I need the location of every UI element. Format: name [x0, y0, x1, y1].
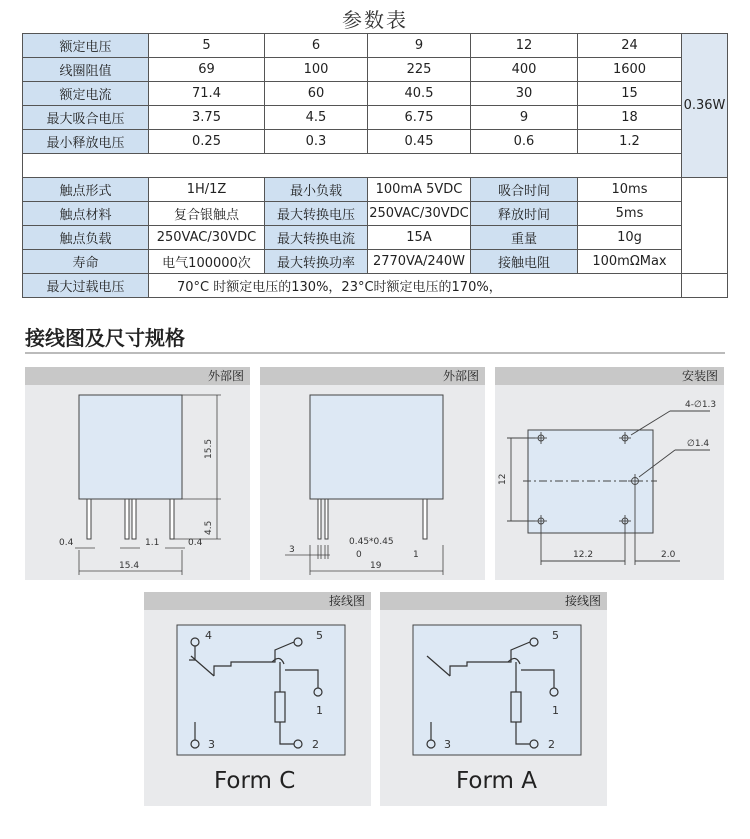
- overload-value: 70°C 时额定电压的130%，23°C时额定电压的170%，: [149, 274, 682, 298]
- dim-height: 15.5: [204, 438, 214, 459]
- dim-one: 1: [413, 550, 419, 560]
- panel-wiring-form-c: [144, 592, 371, 806]
- coil-power: 0.36W: [682, 34, 728, 178]
- cell: 6.75: [368, 106, 471, 130]
- cell: 3.75: [149, 106, 265, 130]
- cell: 100mΩMax: [578, 250, 682, 274]
- pin-label-2: 2: [548, 738, 555, 751]
- cell: 释放时间: [471, 202, 578, 226]
- cell: 12: [471, 34, 578, 58]
- wiring-diagram-form-c: [144, 610, 371, 806]
- dim-width: 19: [370, 561, 382, 571]
- side-view-drawing: [260, 385, 485, 580]
- panel-wiring-form-a: [380, 592, 607, 806]
- cell: 触点形式: [23, 178, 149, 202]
- cell: 18: [578, 106, 682, 130]
- form-a-label: Form A: [456, 768, 537, 794]
- pin-label-3: 3: [444, 738, 451, 751]
- cell: 9: [471, 106, 578, 130]
- pin-label-1: 1: [316, 704, 323, 717]
- form-c-label: Form C: [214, 768, 296, 794]
- cell: 2770VA/240W: [368, 250, 471, 274]
- cell: 1H/1Z: [149, 178, 265, 202]
- dim-pitch: 2.0: [661, 550, 676, 560]
- cell: 重量: [471, 226, 578, 250]
- pin-label-1: 1: [552, 704, 559, 717]
- row-label: 额定电流: [23, 82, 149, 106]
- page-title: 参数表: [342, 8, 408, 32]
- table-row: [23, 274, 728, 298]
- cell: 100: [265, 58, 368, 82]
- table-row: [23, 178, 728, 202]
- parameter-table: [22, 33, 728, 298]
- front-view-drawing: [25, 385, 250, 580]
- cell: 1.2: [578, 130, 682, 154]
- panel-mounting-view: [495, 367, 724, 580]
- cell: 225: [368, 58, 471, 82]
- panel-front-view: [25, 367, 250, 580]
- cell: 最小负载: [265, 178, 368, 202]
- cell: 6: [265, 34, 368, 58]
- dim-offset: 3: [289, 545, 295, 555]
- dim-pin-length: 4.5: [204, 520, 214, 535]
- section-divider: [25, 352, 725, 354]
- cell: 复合银触点: [149, 202, 265, 226]
- dim-pin-width-right: 0.4: [188, 538, 203, 548]
- table-row: [23, 58, 728, 82]
- cell: 15A: [368, 226, 471, 250]
- cell: 71.4: [149, 82, 265, 106]
- dim-pin-width-left: 0.4: [59, 538, 74, 548]
- pin-label-5: 5: [316, 629, 323, 642]
- dim-mounting-holes: 4-∅1.3: [685, 400, 717, 410]
- cell: 接触电阻: [471, 250, 578, 274]
- section-title: 接线图及尺寸规格: [25, 326, 185, 350]
- panel-header: 外部图: [260, 367, 485, 385]
- table-row: [23, 226, 728, 250]
- cell: 69: [149, 58, 265, 82]
- cell: 寿命: [23, 250, 149, 274]
- cell: 最大转换功率: [265, 250, 368, 274]
- dim-zero: 0: [356, 550, 362, 560]
- cell: 0.6: [471, 130, 578, 154]
- row-label: 额定电压: [23, 34, 149, 58]
- cell: 0.25: [149, 130, 265, 154]
- cell: 250VAC/30VDC: [368, 202, 471, 226]
- empty-cell: [682, 178, 728, 274]
- panel-header: 外部图: [25, 367, 250, 385]
- cell: 10g: [578, 226, 682, 250]
- table-row: [23, 106, 728, 130]
- table-row: [23, 34, 728, 58]
- panel-header: 安装图: [495, 367, 724, 385]
- table-row: [23, 250, 728, 274]
- pin-label-2: 2: [312, 738, 319, 751]
- table-row: [23, 130, 728, 154]
- spacer-cell: [23, 154, 682, 178]
- row-label: 线圈阻值: [23, 58, 149, 82]
- table-row: [23, 202, 728, 226]
- dim-pin-pitch: 1.1: [145, 538, 160, 548]
- dim-width: 12.2: [573, 550, 594, 560]
- table-row: [23, 82, 728, 106]
- cell: 400: [471, 58, 578, 82]
- row-label: 最大吸合电压: [23, 106, 149, 130]
- cell: 触点材料: [23, 202, 149, 226]
- cell: 5ms: [578, 202, 682, 226]
- dim-height: 12: [498, 473, 508, 485]
- row-label: 最小释放电压: [23, 130, 149, 154]
- cell: 电气100000次: [149, 250, 265, 274]
- cell: 9: [368, 34, 471, 58]
- pin-label-4: 4: [205, 629, 212, 642]
- panel-header: 接线图: [144, 592, 371, 610]
- panel-side-view: [260, 367, 485, 580]
- cell: 0.3: [265, 130, 368, 154]
- cell: 触点负载: [23, 226, 149, 250]
- mounting-drawing: [495, 385, 724, 580]
- cell: 24: [578, 34, 682, 58]
- cell: 10ms: [578, 178, 682, 202]
- cell: 吸合时间: [471, 178, 578, 202]
- cell: 15: [578, 82, 682, 106]
- cell: 100mA 5VDC: [368, 178, 471, 202]
- cell: 1600: [578, 58, 682, 82]
- cell: 60: [265, 82, 368, 106]
- cell: 40.5: [368, 82, 471, 106]
- cell: 最大转换电压: [265, 202, 368, 226]
- panel-header: 接线图: [380, 592, 607, 610]
- cell: 30: [471, 82, 578, 106]
- cell: 0.45: [368, 130, 471, 154]
- cell: 最大转换电流: [265, 226, 368, 250]
- overload-label: 最大过载电压: [23, 274, 149, 298]
- cell: 5: [149, 34, 265, 58]
- dim-width: 15.4: [119, 561, 140, 571]
- table-spacer-row: [23, 154, 728, 178]
- cell: 4.5: [265, 106, 368, 130]
- empty-cell: [682, 274, 728, 298]
- dim-center-hole: ∅1.4: [687, 439, 710, 449]
- cell: 250VAC/30VDC: [149, 226, 265, 250]
- pin-label-3: 3: [208, 738, 215, 751]
- pin-label-5: 5: [552, 629, 559, 642]
- wiring-diagram-form-a: [380, 610, 607, 806]
- dim-pin-size: 0.45*0.45: [349, 537, 394, 547]
